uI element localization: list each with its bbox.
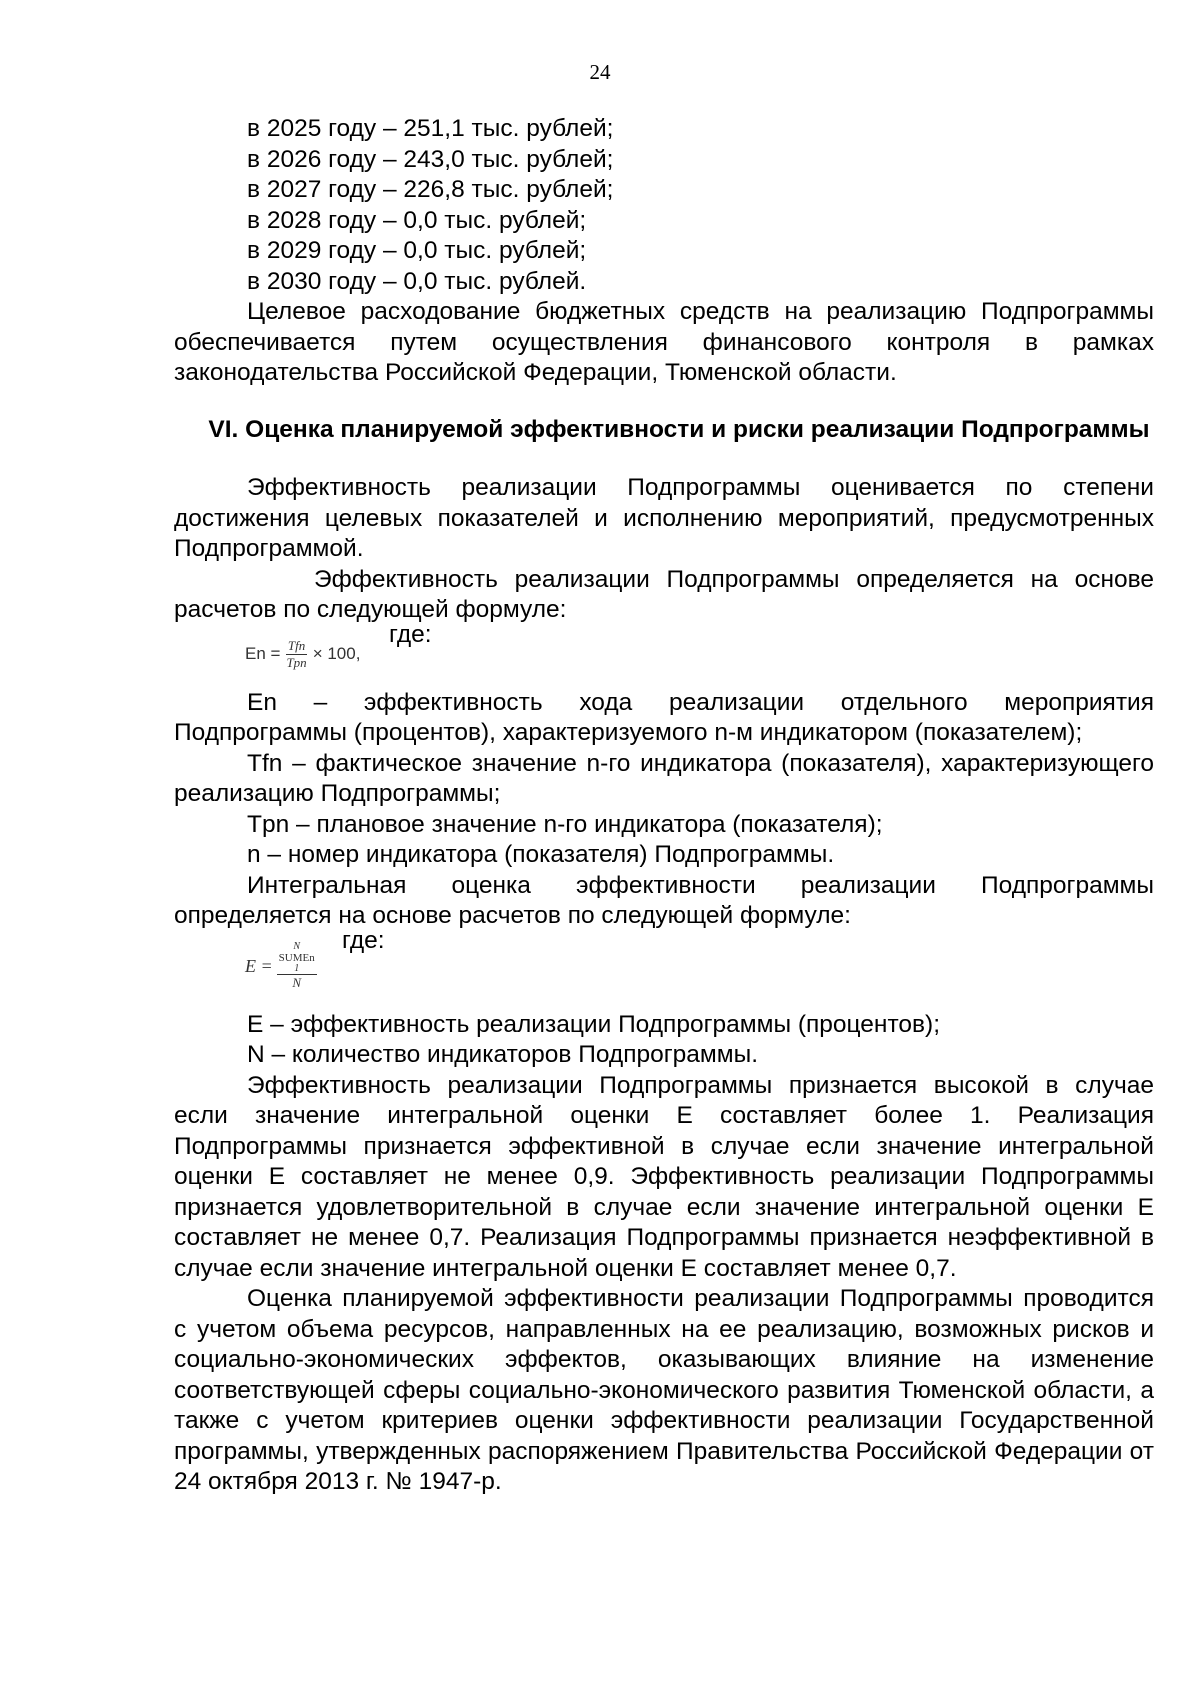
formula-en-denominator: Tpn xyxy=(286,654,307,670)
final-paragraph: Оценка планируемой эффективности реализации Подпрограммы проводится с учетом объема ресурсов, направленных на ее реализацию, возможных рисков и социально-экономических эффектов, оказывающих влияние на изменение соответствующей сферы социально-экономического развития Тюменской области, а также с учетом критериев оценки эффективности реализации Государственной программы, утвержденных распоряжением Правительства Российской Федерации от 24 октября 2013 г. № 1947-р. xyxy=(174,1285,1154,1495)
formula-e-fraction xyxy=(277,942,317,991)
formula-e-sum-top: N xyxy=(293,940,301,952)
funding-line-2028: в 2028 году – 0,0 тыс. рублей; xyxy=(247,206,587,234)
integral-paragraph: Интегральная оценка эффективности реализации Подпрограммы определяется на основе расчетов по следующей формуле: xyxy=(174,871,1154,929)
formula-en-tail: × 100, xyxy=(312,643,361,663)
formula-e-sum-text: SUMEn xyxy=(278,951,315,964)
document-body xyxy=(174,114,1154,1498)
definition-tfn: Tfn – фактическое значение n-го индикатора (показателя), характеризующего реализацию Подпрограммы; xyxy=(174,749,1154,807)
section-title: VI. Оценка планируемой эффективности и риски реализации Подпрограммы xyxy=(208,415,1150,443)
formula-en-where: где: xyxy=(389,620,432,648)
formula-e-where: где: xyxy=(342,926,385,954)
control-paragraph: Целевое расходование бюджетных средств на реализацию Подпрограммы обеспечивается путем осуществления финансового контроля в рамках законодательства Российской Федерации, Тюменской области. xyxy=(174,298,1154,386)
formula-e-expression xyxy=(245,942,321,991)
formula-e-numerator xyxy=(277,942,317,975)
definition-tpn: Tpn – плановое значение n-го индикатора (показателя); xyxy=(247,810,883,838)
funding-line-2026: в 2026 году – 243,0 тыс. рублей; xyxy=(247,145,614,173)
formula-en-fraction xyxy=(284,638,308,671)
formula-en-numerator: Tfn xyxy=(287,637,306,653)
formula-e-lhs: E = xyxy=(245,955,273,976)
definition-en: En – эффективность хода реализации отдельного мероприятия Подпрограммы (процентов), характеризуемого n-м индикатором (показателем); xyxy=(174,688,1154,746)
funding-line-2030: в 2030 году – 0,0 тыс. рублей. xyxy=(247,267,587,295)
formula-e-sum-bottom: 1 xyxy=(294,962,300,974)
formula-e xyxy=(174,926,1154,1010)
page-number: 24 xyxy=(589,60,611,84)
efficiency-paragraph-2: Эффективность реализации Подпрограммы определяется на основе расчетов по следующей формуле: xyxy=(174,565,1154,623)
formula-en-lhs: En = xyxy=(245,643,281,663)
definition-big-n: N – количество индикаторов Подпрограммы. xyxy=(247,1041,759,1068)
definition-n: n – номер индикатора (показателя) Подпрограммы. xyxy=(247,841,835,868)
formula-en-expression xyxy=(245,638,360,671)
formula-e-denominator: N xyxy=(292,974,302,990)
definition-e: E – эффективность реализации Подпрограммы (процентов); xyxy=(247,1010,941,1038)
funding-line-2027: в 2027 году – 226,8 тыс. рублей; xyxy=(247,176,614,203)
formula-en xyxy=(174,620,1154,688)
efficiency-paragraph-1: Эффективность реализации Подпрограммы оценивается по степени достижения целевых показателей и исполнению мероприятий, предусмотренных Подпрограммой. xyxy=(174,474,1154,562)
funding-line-2029: в 2029 году – 0,0 тыс. рублей; xyxy=(247,237,587,264)
assessment-paragraph: Эффективность реализации Подпрограммы признается высокой в случае если значение интегральной оценки E составляет более 1. Реализация Подпрограммы признается эффективной в случае если значение интегральной оценки E составляет не менее 0,9. Эффективность реализации Подпрограммы признается удовлетворительной в случае если значение интегральной оценки E составляет не менее 0,7. Реализация Подпрограммы признается неэффективной в случае если значение интегральной оценки E составляет менее 0,7. xyxy=(174,1071,1154,1282)
funding-line-2025: в 2025 году – 251,1 тыс. рублей; xyxy=(247,115,614,142)
